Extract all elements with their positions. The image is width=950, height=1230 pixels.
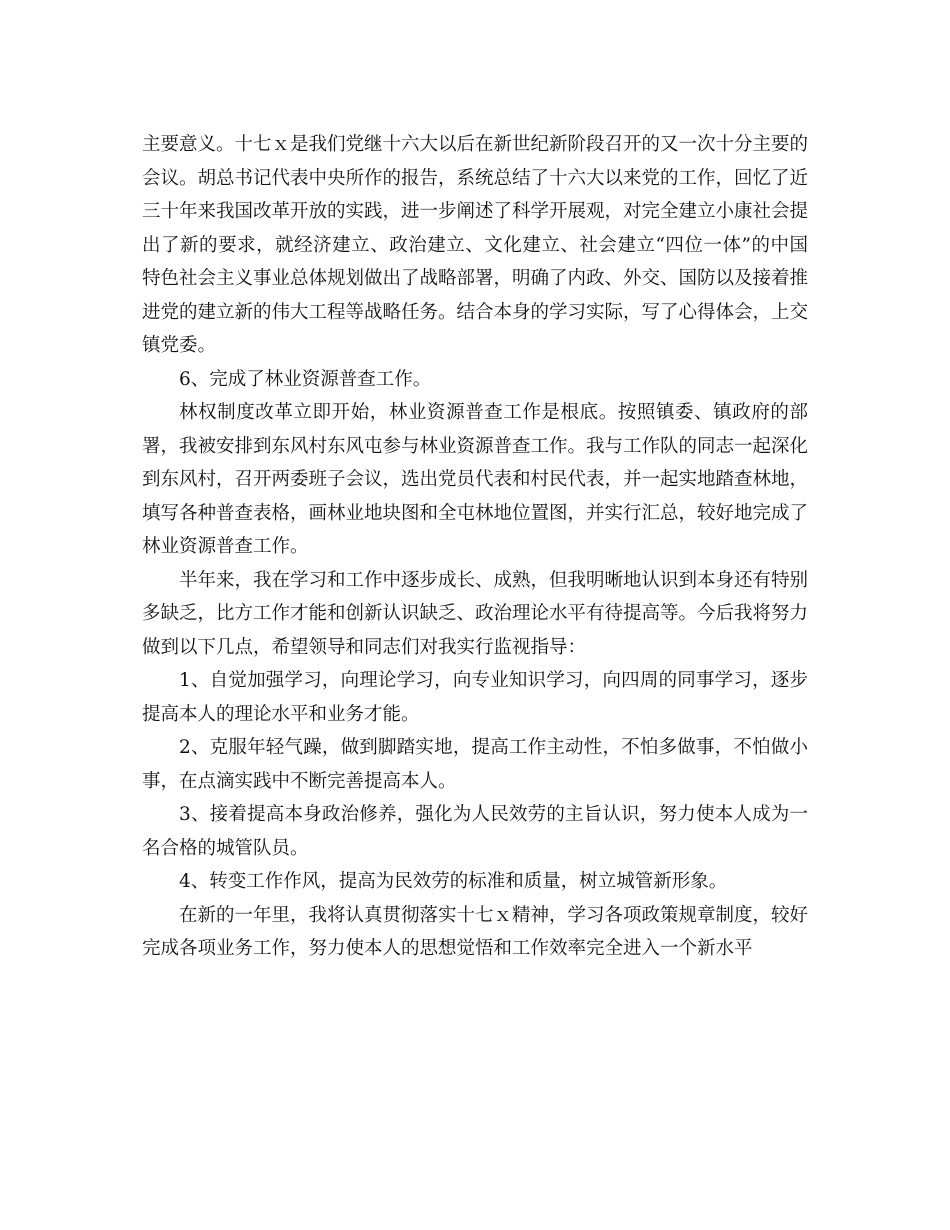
document-body — [142, 128, 808, 966]
paragraph-new-year: 在新的一年里，我将认真贯彻落实十七ｘ精神，学习各项政策规章制度，较好完成各项业务工作，努力使本人的思想觉悟和工作效率完全进入一个新水平 — [142, 904, 809, 959]
paragraph-goal-4: 4、转变工作作风，提高为民效劳的标准和质量，树立城管新形象。 — [179, 871, 728, 892]
paragraph-item-6-heading: 6、完成了林业资源普查工作。 — [179, 368, 432, 390]
paragraph-forestry-survey: 林权制度改革立即开始，林业资源普查工作是根底。按照镇委、镇政府的部署，我被安排到东风村东风屯参与林业资源普查工作。我与工作队的同志一起深化到东风村，召开两委班子会议，选出党员代表和村民代表，并一起实地踏查林地，填写各种普查表格，画林业地块图和全屯林地位置图，并实行汇总，较好地完成了林业资源普查工作。 — [142, 402, 809, 557]
paragraph-half-year-summary: 半年来，我在学习和工作中逐步成长、成熟，但我明晰地认识到本身还有特别多缺乏，比方工作才能和创新认识缺乏、政治理论水平有待提高等。今后我将努力做到以下几点，希望领导和同志们对我实行监视指导： — [142, 569, 809, 658]
paragraph-continued: 主要意义。十七ｘ是我们党继十六大以后在新世纪新阶段召开的又一次十分主要的会议。胡总书记代表中央所作的报告，系统总结了十六大以来党的工作，回忆了近三十年来我国改革开放的实践，进一步阐述了科学开展观，对完全建立小康社会提出了新的要求，就经济建立、政治建立、文化建立、社会建立“四位一体”的中国特色社会主义事业总体规划做出了战略部署，明确了内政、外交、国防以及接着推进党的建立新的伟大工程等战略任务。结合本身的学习实际，写了心得体会，上交镇党委。 — [142, 134, 809, 356]
paragraph-goal-2: 2、克服年轻气躁，做到脚踏实地，提高工作主动性，不怕多做事，不怕做小事，在点滴实践中不断完善提高本人。 — [142, 737, 808, 792]
paragraph-goal-3: 3、接着提高本身政治修养，强化为人民效劳的主旨认识，努力使本人成为一名合格的城管队员。 — [142, 804, 808, 859]
paragraph-goal-1: 1、自觉加强学习，向理论学习，向专业知识学习，向四周的同事学习，逐步提高本人的理论水平和业务才能。 — [142, 670, 808, 725]
